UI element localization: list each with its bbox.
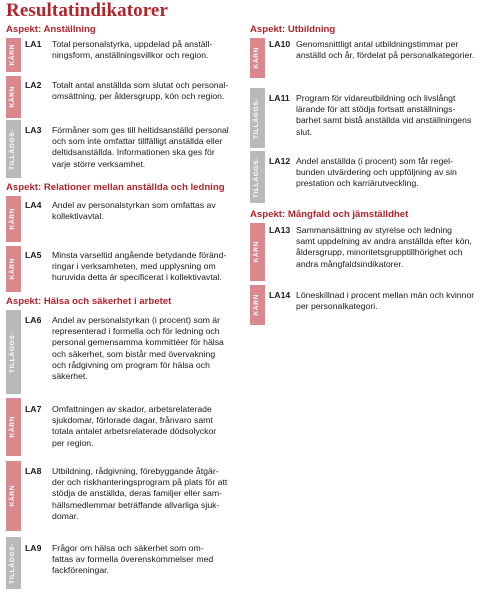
indicator-la1 <box>6 38 236 72</box>
aspect-heading-health: Aspekt: Hälsa och säkerhet i arbetet <box>6 296 172 307</box>
aspect-heading-education: Aspekt: Utbildning <box>250 24 336 35</box>
indicator-la9 <box>6 537 236 589</box>
indicator-description: Frågor om hälsa och säkerhet som om- fattas av formella överenskommelser med fackföreningar. <box>52 543 214 576</box>
indicator-description: Förmåner som ges till heltidsanställd personal och som inte omfattar tillfälligt anställda eller deltidsanställda. Informationen ska ges för varje större verksamhet. <box>52 125 229 169</box>
page-title: Resultatindikatorer <box>6 0 168 21</box>
indicator-description: Genomsnittligt antal utbildningstimmar per anställd och år, fördelat på personalkategorier. <box>296 39 475 61</box>
supplementary-tab: TILLÄGGS- <box>250 151 265 203</box>
indicator-la4 <box>6 196 236 242</box>
indicator-code: LA9 <box>25 543 42 553</box>
indicator-la2 <box>6 76 236 118</box>
indicator-code: LA7 <box>25 404 42 414</box>
indicator-description: Totalt antal anställda som slutat och personal- omsättning, per åldersgrupp, kön och region. <box>52 80 229 102</box>
aspect-heading-diversity: Aspekt: Mångfald och jämställdhet <box>250 209 409 220</box>
indicator-code: LA8 <box>25 466 42 476</box>
indicator-description: Utbildning, rådgivning, förebyggande åtgär- der och riskhanteringsprogram på plats för att stödja de anställda, deras familjer eller sam- hällsmedlemmar beträffande allvarliga sjuk- domar. <box>52 466 228 521</box>
core-tab: KÄRN <box>250 223 265 281</box>
aspect-heading-employment: Aspekt: Anställning <box>6 24 96 35</box>
indicator-la7 <box>6 398 236 456</box>
indicator-description: Minsta varseltid angående betydande föränd- ringar i verksamheten, med upplysning om huruvida detta är specificerat i kollektivavtal. <box>52 250 227 283</box>
supplementary-tab: TILLÄGGS- <box>6 120 21 178</box>
core-tab: KÄRN <box>6 461 21 531</box>
indicator-description: Andel av personalstyrkan som omfattas av kollektivavtal. <box>52 200 216 222</box>
indicator-code: LA12 <box>269 156 291 166</box>
indicator-code: LA10 <box>269 39 291 49</box>
indicator-description: Program för vidareutbildning och livslångt lärande för att stödja fortsatt anställnings- barhet samt bistå anställda vid anställningens slut. <box>296 93 472 137</box>
indicator-la13 <box>250 223 486 281</box>
indicator-la5 <box>6 246 236 292</box>
indicator-la11 <box>250 88 486 148</box>
indicator-la12 <box>250 151 486 203</box>
supplementary-tab: TILLÄGGS- <box>250 88 265 148</box>
core-tab: KÄRN <box>250 38 265 78</box>
supplementary-tab: TILLÄGGS- <box>6 310 21 394</box>
indicator-code: LA3 <box>25 125 42 135</box>
indicator-la10 <box>250 38 486 78</box>
core-tab: KÄRN <box>6 246 21 292</box>
indicator-code: LA13 <box>269 225 291 235</box>
supplementary-tab: TILLÄGGS- <box>6 537 21 589</box>
core-tab: KÄRN <box>6 38 21 72</box>
indicator-code: LA14 <box>269 290 291 300</box>
indicator-la8 <box>6 461 236 531</box>
indicator-description: Omfattningen av skador, arbetsrelaterade sjukdomar, förlorade dagar, frånvaro samt totala antalet arbetsrelaterade dödsolyckor per region. <box>52 404 217 448</box>
core-tab: KÄRN <box>250 285 265 325</box>
indicator-description: Löneskillnad i procent mellan män och kvinnor per personalkategori. <box>296 290 475 312</box>
indicator-code: LA4 <box>25 200 42 210</box>
indicator-code: LA5 <box>25 250 42 260</box>
indicator-code: LA2 <box>25 80 42 90</box>
indicator-la6 <box>6 310 236 394</box>
indicator-description: Andel av personalstyrkan (i procent) som är representerad i formella och för ledning och personal gemensamma kommittéer för hälsa och säkerhet, som bistår med övervakning och rådgivning om program för hälsa och säkerhet. <box>52 315 224 382</box>
indicator-code: LA6 <box>25 315 42 325</box>
indicator-code: LA11 <box>269 93 290 103</box>
indicator-la14 <box>250 285 486 325</box>
indicator-description: Andel anställda (i procent) som får regel- bunden utvärdering och uppföljning av sin prestation och karriärutveckling. <box>296 156 457 189</box>
core-tab: KÄRN <box>6 398 21 456</box>
core-tab: KÄRN <box>6 76 21 118</box>
aspect-heading-relations: Aspekt: Relationer mellan anställda och ledning <box>6 182 225 193</box>
indicator-description: Total personalstyrka, uppdelad på anställ- ningsform, anställningsvillkor och region. <box>52 39 213 61</box>
indicator-description: Sammansättning av styrelse och ledning samt uppdelning av andra anställda efter kön, åldersgrupp, minoritetsgrupptillhörighet och andra mångfaldsindikatorer. <box>296 225 472 269</box>
indicator-code: LA1 <box>25 39 42 49</box>
core-tab: KÄRN <box>6 196 21 242</box>
indicator-la3 <box>6 120 236 178</box>
